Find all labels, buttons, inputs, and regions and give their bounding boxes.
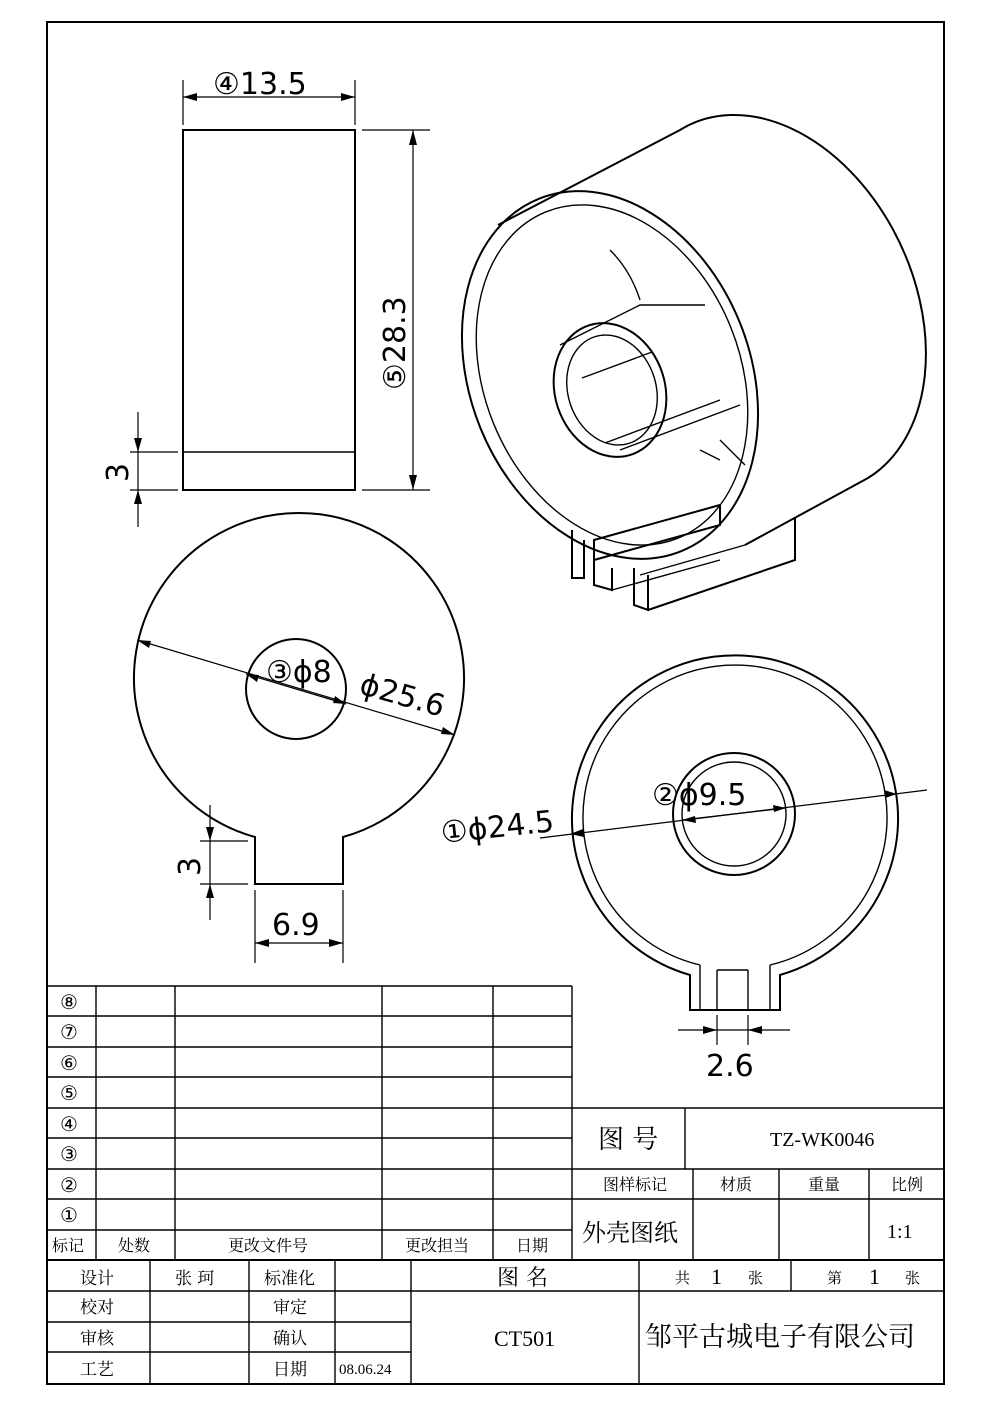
total-sheets: 1 [711,1264,722,1289]
standard-label: 标准化 [264,1269,315,1289]
total-label: 共 [675,1269,691,1287]
rev-header-doc: 更改文件号 [228,1236,309,1255]
outer-diameter-label: ϕ25.6 [355,667,449,725]
revision-row-3: ③ [60,1142,78,1166]
revision-row-7: ⑦ [60,1020,78,1044]
width-dimension: ④13.5 [213,67,307,102]
date-label: 日期 [273,1360,307,1380]
rev-header-date: 日期 [516,1236,549,1255]
outer-diameter-label-b: ①ϕ24.5 [439,804,556,851]
scale-value: 1:1 [887,1221,913,1243]
tab-height-dimension-side: 3 [173,856,208,876]
height-dimension: ⑤28.3 [378,296,413,390]
proof-label: 校对 [80,1298,114,1318]
weight-label: 重量 [808,1175,841,1194]
slot-width-dimension: 2.6 [706,1049,754,1084]
drawing-number-label: 图 号 [598,1125,659,1155]
tab-height-dimension-top: 3 [101,462,136,482]
sheet-number: 1 [869,1264,880,1289]
side-view [101,67,430,527]
designer-name: 张 珂 [175,1269,215,1289]
rev-header-owner: 更改担当 [405,1236,470,1255]
section-view [439,655,927,1084]
revision-row-8: ⑧ [60,990,78,1014]
inner-diameter-label-b: ②ϕ9.5 [652,778,747,813]
rev-header-count: 处数 [118,1236,151,1255]
craft-label: 工艺 [80,1360,114,1380]
tab-width-dimension: 6.9 [272,908,320,943]
part-name: CT501 [494,1326,556,1351]
inner-diameter-label: ③ϕ8 [266,655,332,690]
audit-label: 审核 [80,1329,114,1349]
confirm-label: 确认 [273,1329,307,1349]
rev-header-mark: 标记 [52,1236,85,1255]
sheets-unit: 张 [748,1269,764,1287]
pattern-mark-label: 图样标记 [603,1175,668,1194]
front-view [134,513,464,963]
scale-label: 比例 [891,1175,924,1194]
revision-row-1: ① [60,1203,78,1227]
company-name: 邹平古城电子有限公司 [645,1322,915,1353]
revision-row-2: ② [60,1173,78,1197]
review-label: 审定 [273,1298,307,1318]
drawing-number: TZ-WK0046 [770,1129,875,1151]
revision-row-4: ④ [60,1112,78,1136]
revision-table [47,986,572,1260]
design-label: 设计 [80,1269,114,1289]
sheet-unit: 张 [905,1269,921,1287]
material-label: 材质 [720,1175,753,1194]
drawing-title: 外壳图纸 [582,1219,678,1247]
isometric-view [409,115,926,610]
sheet-label: 第 [827,1269,843,1287]
revision-row-6: ⑥ [60,1051,78,1075]
date-value: 08.06.24 [339,1362,392,1378]
drawing-name-label: 图 名 [497,1266,548,1291]
revision-row-5: ⑤ [60,1081,78,1105]
